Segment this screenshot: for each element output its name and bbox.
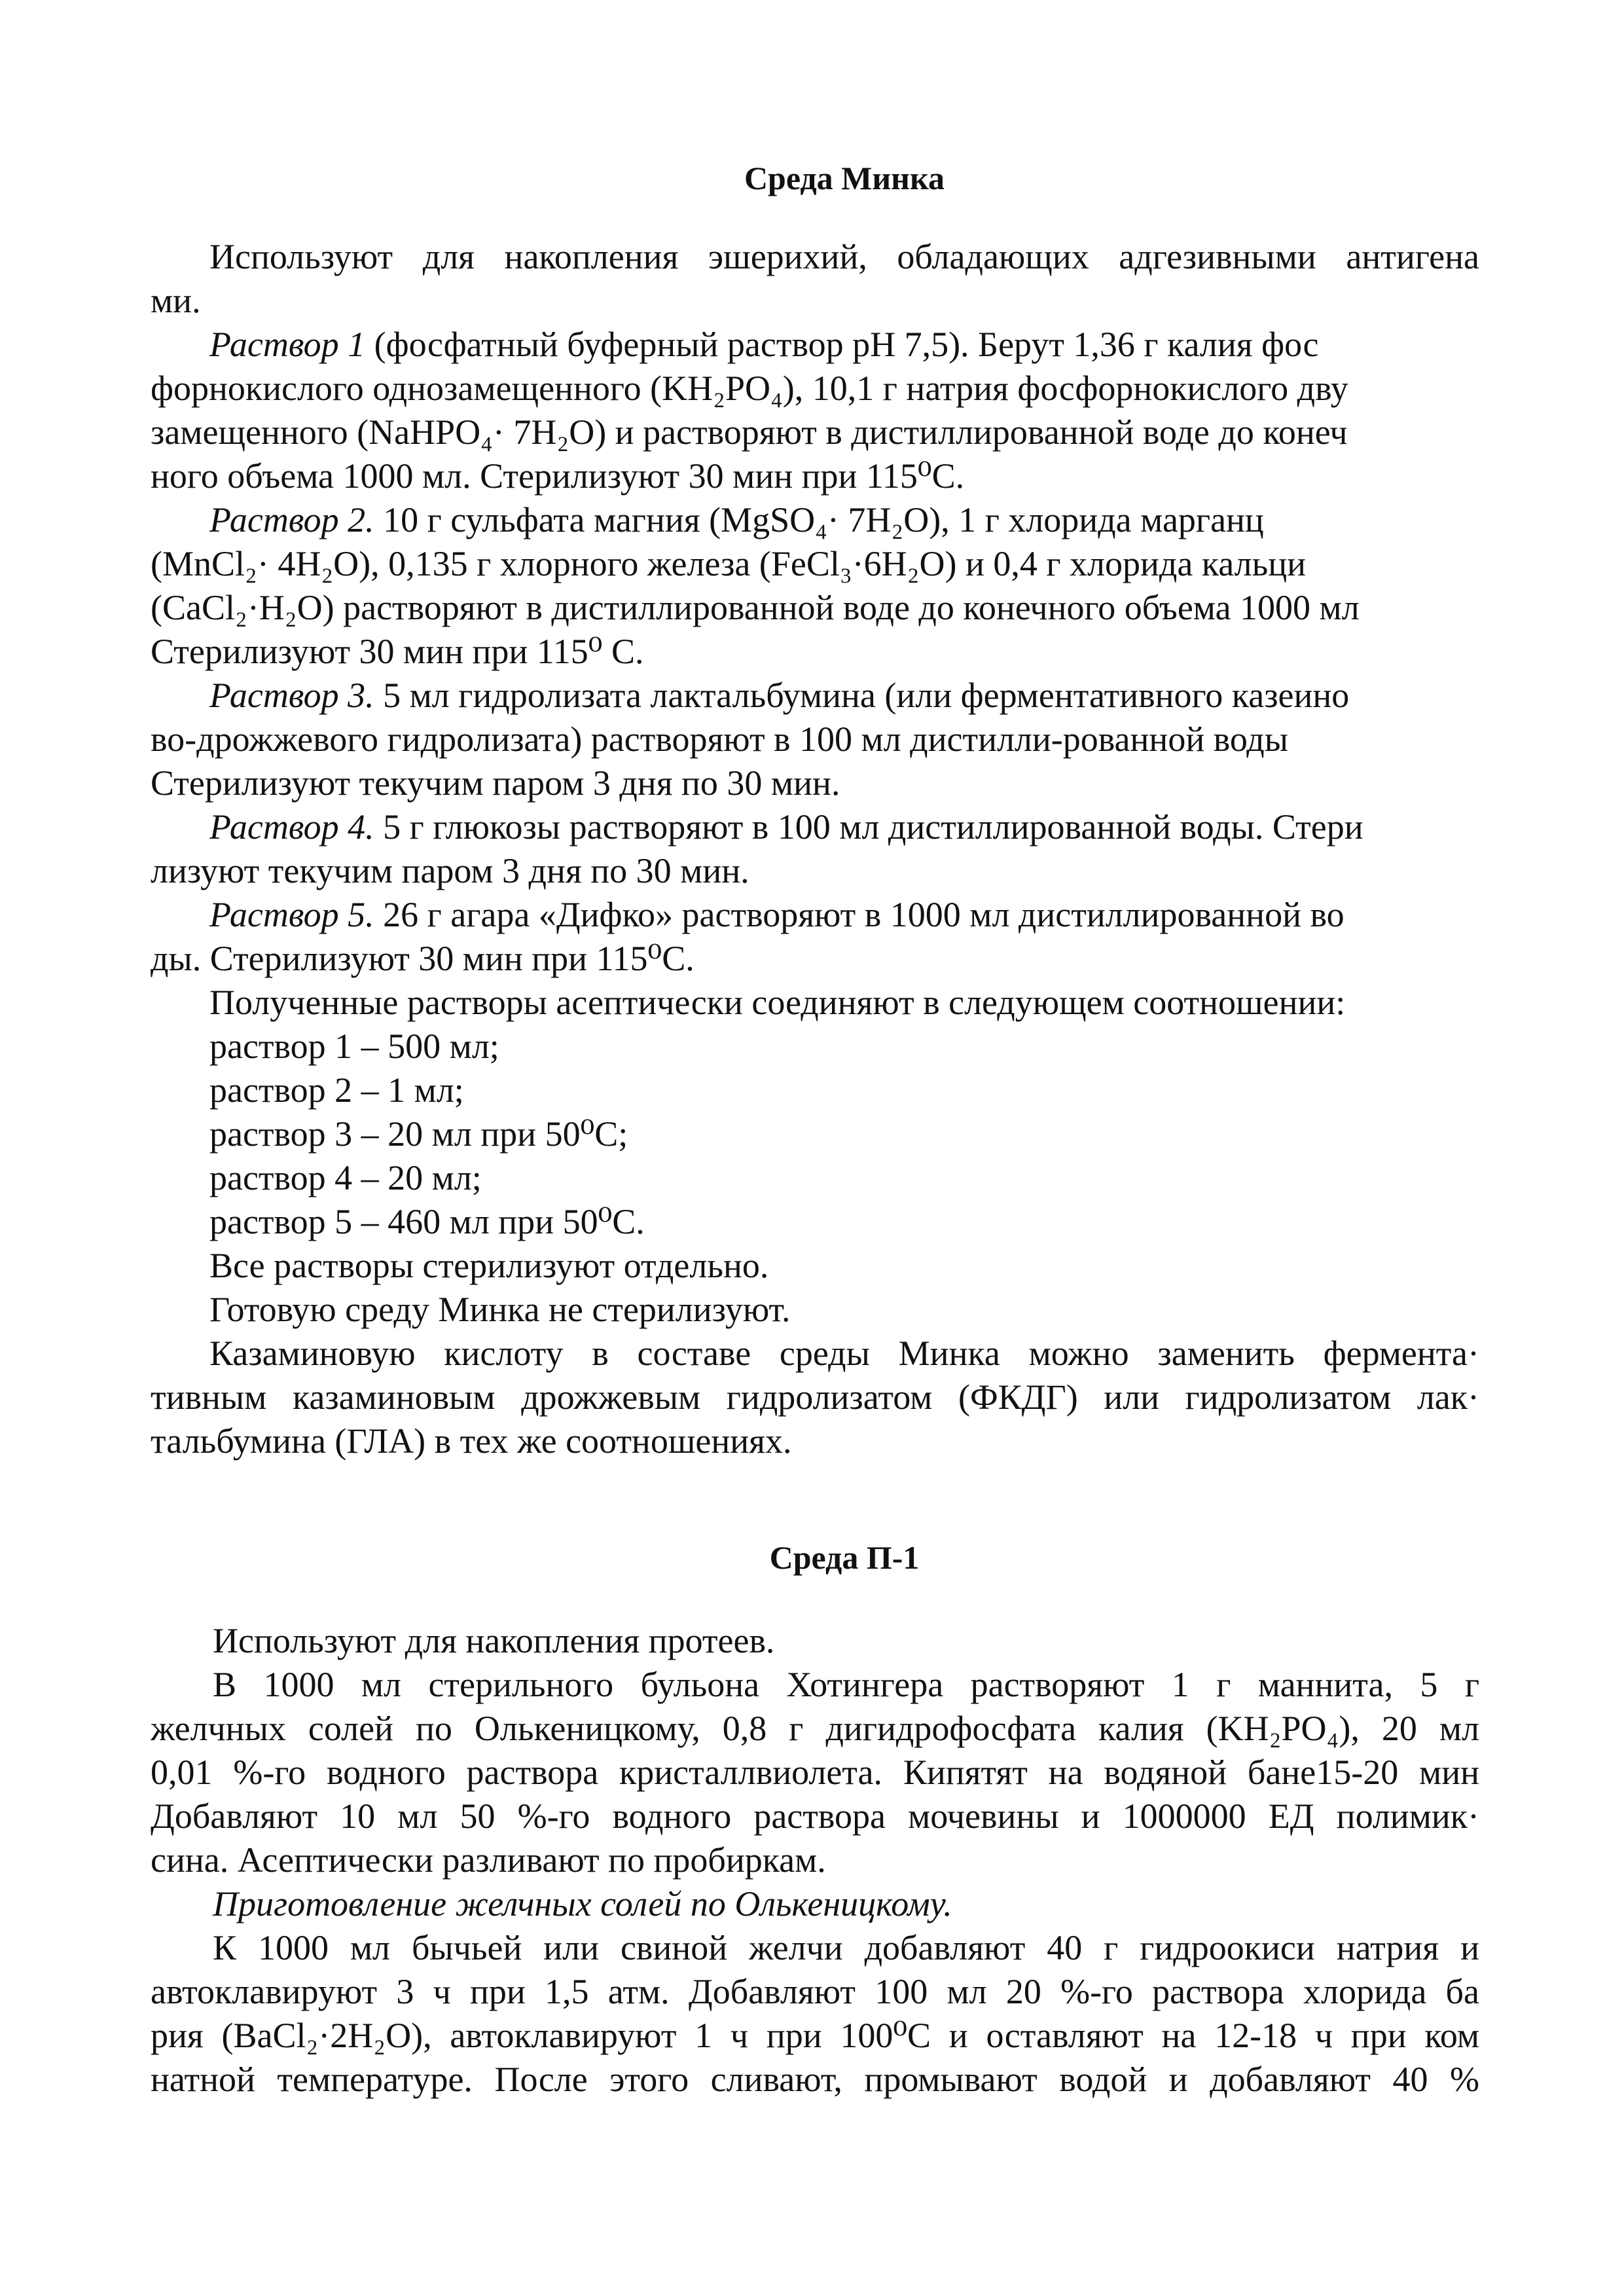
solution-2-label: Раствор 2. <box>209 500 374 539</box>
solution-4-line: Раствор 4. 5 г глюкозы растворяют в 100 мл дистиллированной воды. Стери <box>209 807 1363 847</box>
p1-intro-line: Используют для накопления протеев. <box>213 1621 775 1660</box>
solution-1-label: Раствор 1 <box>209 325 366 364</box>
solution-4-line: лизуют текучим паром 3 дня по 30 мин. <box>151 851 749 890</box>
replacement-line: Казаминовую кислоту в составе среды Минка можно заменить фермента· <box>209 1334 1479 1373</box>
p1-paragraph-line: 0,01 %-го водного раствора кристаллвиолета. Кипятят на водяной бане15-20 мин <box>151 1753 1479 1792</box>
solution-2-line: (MnCl₂· 4H₂O), 0,135 г хлорного железа (FeCl₃·6H₂O) и 0,4 г хлорида кальци <box>151 544 1307 583</box>
solution-3-label: Раствор 3. <box>209 676 374 715</box>
section-title-p1: Среда П-1 <box>769 1539 920 1576</box>
solution-1-line: ного объема 1000 мл. Стерилизуют 30 мин при 115⁰С. <box>151 456 965 496</box>
p1-paragraph-line: Добавляют 10 мл 50 %-го водного раствора мочевины и 1000000 ЕД полимик· <box>151 1796 1479 1836</box>
bile-salts-prep-title: Приготовление желчных солей по Олькеницкому. <box>213 1884 952 1923</box>
intro-line-cont: ми. <box>151 281 201 320</box>
combine-line: Полученные растворы асептически соединяют в следующем соотношении: <box>209 983 1346 1022</box>
bile-salts-line: рия (BaCl₂·2H₂O), автоклавируют 1 ч при 100⁰С и оставляют на 12-18 ч при ком <box>151 2016 1479 2055</box>
solution-3-line: Раствор 3. 5 мл гидролизата лактальбумина (или ферментативного казеино <box>209 676 1350 715</box>
solution-3-line: во-дрожжевого гидролизата) растворяют в 100 мл дистилли-рованной воды <box>151 720 1289 759</box>
ratio-item: раствор 4 – 20 мл; <box>209 1158 482 1197</box>
solution-1-line: форнокислого однозамещенного (KH₂PO₄), 10,1 г натрия фосфорнокислого дву <box>151 369 1348 408</box>
solution-5-line: Раствор 5. 26 г агара «Дифко» растворяют в 1000 мл дистиллированной во <box>209 895 1344 934</box>
intro-line: Используют для накопления эшерихий, обладающих адгезивными антигена <box>209 237 1479 276</box>
ratio-item: раствор 3 – 20 мл при 50⁰С; <box>209 1114 628 1154</box>
sterilize-separately-line: Все растворы стерилизуют отдельно. <box>209 1246 769 1285</box>
ratio-item: раствор 5 – 460 мл при 50⁰С. <box>209 1202 645 1241</box>
solution-5-label: Раствор 5. <box>209 895 374 934</box>
replacement-line: тивным казаминовым дрожжевым гидролизатом (ФКДГ) или гидролизатом лак· <box>151 1377 1479 1417</box>
p1-paragraph-line: сина. Асептически разливают по пробиркам. <box>151 1840 826 1880</box>
solution-5-line: ды. Стерилизуют 30 мин при 115⁰С. <box>151 939 695 978</box>
p1-paragraph-line: В 1000 мл стерильного бульона Хотингера растворяют 1 г маннита, 5 г <box>213 1665 1479 1704</box>
replacement-line: тальбумина (ГЛА) в тех же соотношениях. <box>151 1421 792 1461</box>
bile-salts-line: К 1000 мл бычьей или свиной желчи добавляют 40 г гидроокиси натрия и <box>213 1928 1479 1967</box>
not-sterilized-line: Готовую среду Минка не стерилизуют. <box>209 1290 791 1329</box>
bile-salts-line: натной температуре. После этого сливают, промывают водой и добавляют 40 % <box>151 2060 1479 2099</box>
solution-2-line: Раствор 2. 10 г сульфата магния (MgSO₄· 7H₂O), 1 г хлорида марганц <box>209 500 1264 539</box>
ratio-item: раствор 1 – 500 мл; <box>209 1027 499 1066</box>
p1-paragraph-line: желчных солей по Олькеницкому, 0,8 г дигидрофосфата калия (KH₂PO₄), 20 мл <box>151 1709 1479 1748</box>
solution-2-line: (CaCl₂·H₂O) растворяют в дистиллированной воде до конечного объема 1000 мл <box>151 588 1360 627</box>
solution-3-line: Стерилизуют текучим паром 3 дня по 30 мин. <box>151 763 840 803</box>
text-column <box>151 157 1479 2102</box>
solution-1-line: замещенного (NaHPO₄· 7H₂O) и растворяют в дистиллированной воде до конеч <box>151 412 1348 452</box>
section-title-mink: Среда Минка <box>744 160 945 196</box>
solution-1-line: Раствор 1 (фосфатный буферный раствор рН 7,5). Берут 1,36 г калия фос <box>209 325 1319 364</box>
solution-4-label: Раствор 4. <box>209 807 374 847</box>
ratio-item: раствор 2 – 1 мл; <box>209 1070 464 1110</box>
bile-salts-line: автоклавируют 3 ч при 1,5 атм. Добавляют 100 мл 20 %-го раствора хлорида ба <box>151 1972 1479 2011</box>
solution-2-line: Стерилизуют 30 мин при 115⁰ С. <box>151 632 644 671</box>
